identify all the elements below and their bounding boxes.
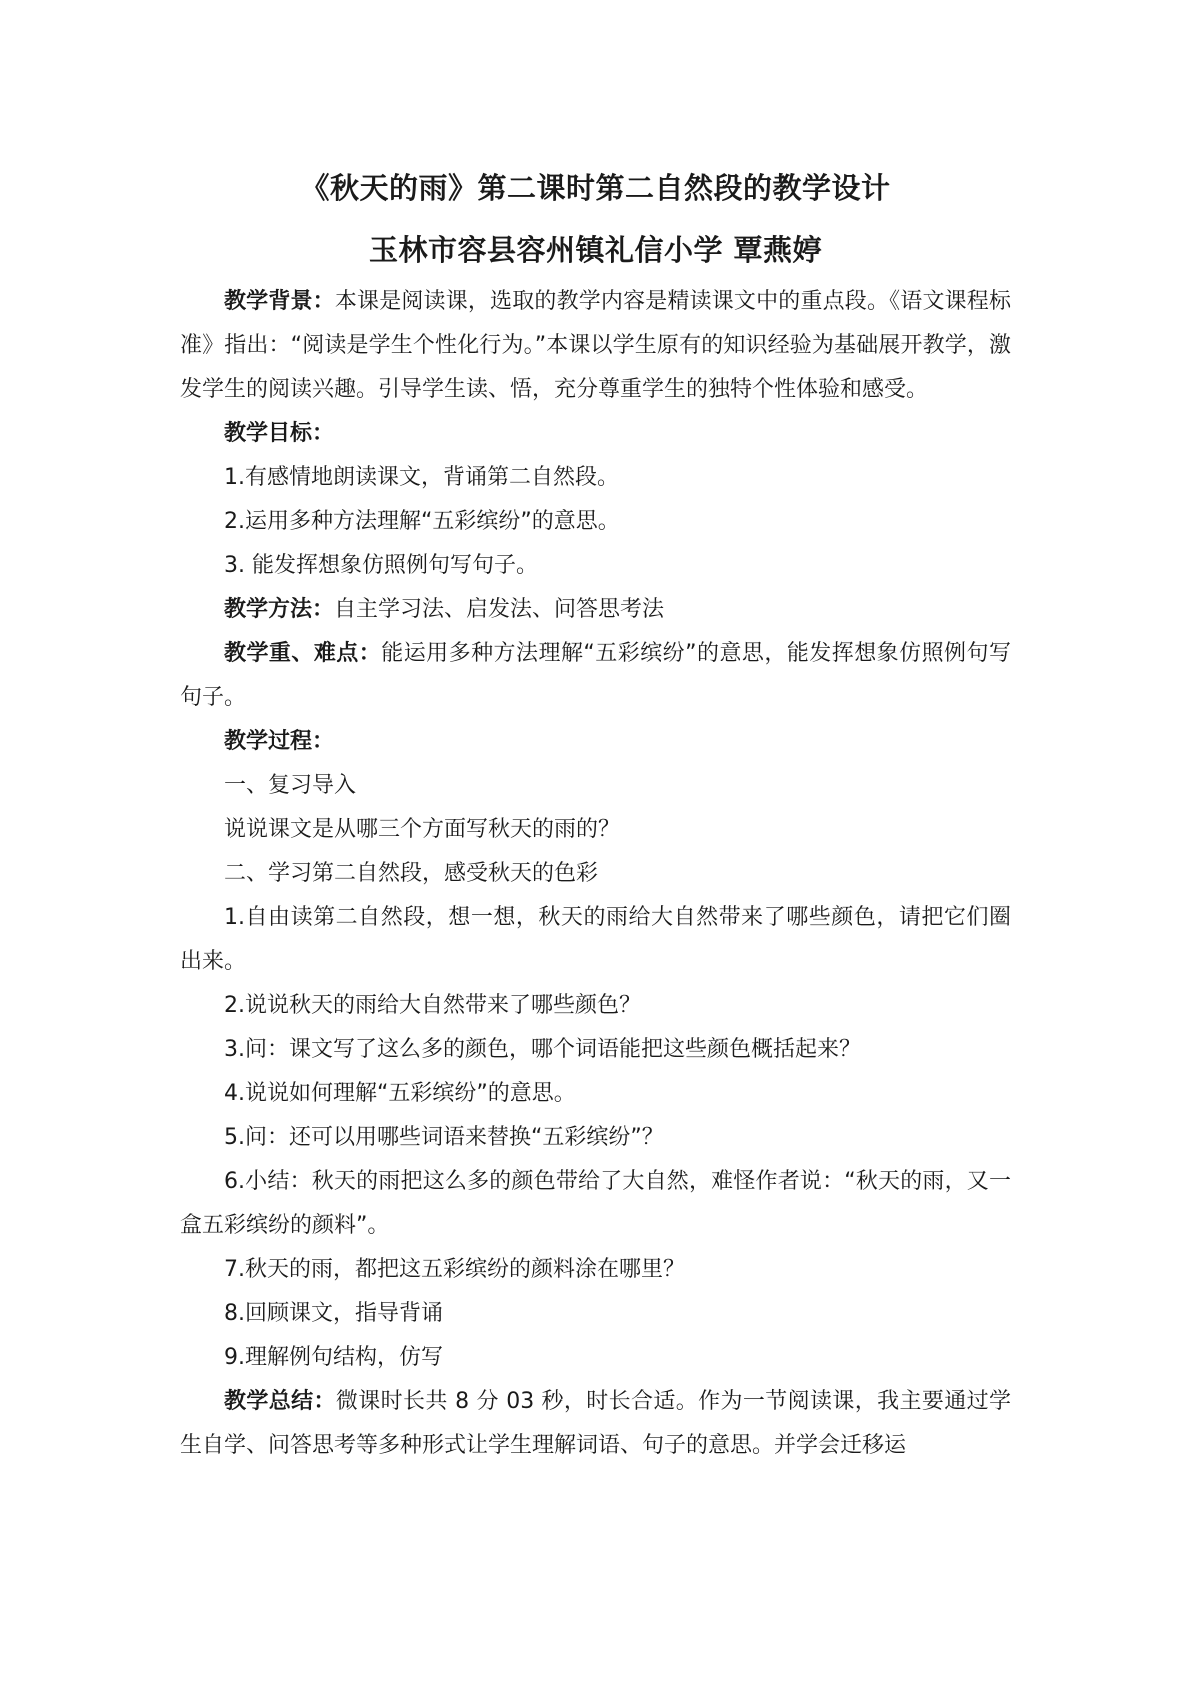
background-text: 本课是阅读课，选取的教学内容是精读课文中的重点段。《语文课程标准》指出：“阅读是学生个性化行为。”本课以学生原有的知识经验为基础展开教学，激发学生的阅读兴趣。引导学生读、悟，充分尊重学生的独特个性体验和感受。 <box>180 289 1011 402</box>
method-text: 自主学习法、启发法、问答思考法 <box>334 597 665 622</box>
summary-label: 教学总结： <box>224 1389 336 1414</box>
method-paragraph <box>180 588 1011 632</box>
goal-item: 1.有感情地朗读课文，背诵第二自然段。 <box>224 465 619 490</box>
process-step: 4.说说如何理解“五彩缤纷”的意思。 <box>224 1081 576 1106</box>
process-step: 7.秋天的雨，都把这五彩缤纷的颜料涂在哪里？ <box>224 1257 685 1282</box>
goals-label: 教学目标： <box>224 421 335 446</box>
summary-paragraph <box>180 1380 1011 1468</box>
process-step: 6.小结：秋天的雨把这么多的颜色带给了大自然，难怪作者说：“秋天的雨，又一盒五彩缤纷的颜料”。 <box>180 1169 1011 1238</box>
process-step: 8.回顾课文，指导背诵 <box>224 1301 443 1326</box>
goal-item: 3. 能发挥想象仿照例句写句子。 <box>224 553 538 578</box>
key-points-label: 教学重、难点： <box>224 641 382 666</box>
section-heading: 二、学习第二自然段，感受秋天的色彩 <box>224 861 599 886</box>
document-title: 《秋天的雨》第二课时第二自然段的教学设计 <box>300 171 891 205</box>
section-text: 说说课文是从哪三个方面写秋天的雨的？ <box>224 817 621 842</box>
process-step: 9.理解例句结构，仿写 <box>224 1345 443 1370</box>
process-step: 1.自由读第二自然段，想一想，秋天的雨给大自然带来了哪些颜色，请把它们圈出来。 <box>180 905 1011 974</box>
background-paragraph <box>180 280 1011 412</box>
key-points-paragraph <box>180 632 1011 720</box>
process-step: 5.问：还可以用哪些词语来替换“五彩缤纷”？ <box>224 1125 664 1150</box>
background-label: 教学背景： <box>224 289 335 314</box>
process-label: 教学过程： <box>224 729 335 754</box>
section-heading: 一、复习导入 <box>224 773 357 798</box>
process-step: 2.说说秋天的雨给大自然带来了哪些颜色？ <box>224 993 641 1018</box>
key-points-text: 能运用多种方法理解“五彩缤纷”的意思，能发挥想象仿照例句写句子。 <box>180 641 1011 710</box>
author-line: 玉林市容县容州镇礼信小学 覃燕婷 <box>368 233 823 267</box>
document-body <box>180 280 1011 1468</box>
goal-item: 2.运用多种方法理解“五彩缤纷”的意思。 <box>224 509 620 534</box>
goals-heading <box>180 412 1011 456</box>
process-step: 3.问：课文写了这么多的颜色，哪个词语能把这些颜色概括起来？ <box>224 1037 861 1062</box>
process-heading <box>180 720 1011 764</box>
method-label: 教学方法： <box>224 597 335 622</box>
summary-text: 微课时长共 8 分 03 秒，时长合适。作为一节阅读课，我主要通过学生自学、问答思考等多种形式让学生理解词语、句子的意思。并学会迁移运 <box>180 1389 1011 1458</box>
